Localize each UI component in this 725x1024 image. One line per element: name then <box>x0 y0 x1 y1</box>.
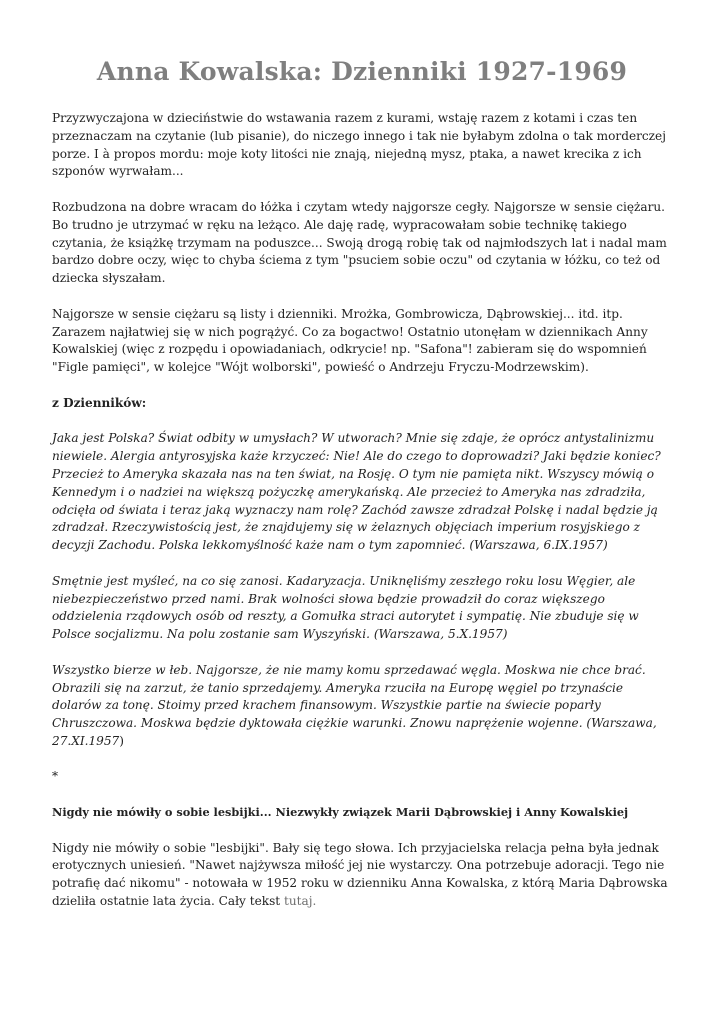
diary-quote-3-block <box>52 662 672 751</box>
intro-paragraph-1: Przyzwyczajona w dzieciństwie do wstawania razem z kurami, wstaję razem z kotami i czas ten przeznaczam na czytanie (lub pisanie), do niczego innego i tak nie byłabym zdolna o tak morderczej porze. I à propos mordu: moje koty litości nie znają, niejedną mysz, ptaka, a nawet krecika z ich szponów wyrwałam... <box>52 111 666 179</box>
diary-quote-1: Jaka jest Polska? Świat odbity w umysłach? W utworach? Mnie się zdaje, że oprócz antystalinizmu niewiele. Alergia antyrosyjska każe krzyczeć: Nie! Ale do czego to doprowadzi? Jaki będzie koniec? Przecież to Ameryka skazała nas na ten świat, na Rosję. O tym nie pamięta nikt. Wszyscy mówią o Kennedym i o nadziei na większą pożyczkę amerykańską. Ale przecież to Ameryka nas zdradziła, odcięła od świata i teraz jaką wyznaczy nam rolę? Zachód zawsze zdradzał Polskę i nadal będzie ją zdradzał. Rzeczywistością jest, że znajdujemy się w żelaznych objęciach imperium rosyjskiego z decyzji Zachodu. Polska lekkomyślność każe nam o tym zapomnieć. (Warszawa, 6.IX.1957) <box>52 431 661 553</box>
article-paragraph <box>52 840 672 911</box>
section-heading: z Dzienników: <box>52 395 147 410</box>
article-link[interactable]: tutaj. <box>283 894 317 909</box>
diary-quote-2: Smętnie jest myśleć, na co się zanosi. Kadaryzacja. Uniknęliśmy zeszłego roku losu Węgier, ale niebezpieczeństwo przed nami. Brak wolności słowa będzie prowadził do coraz większego oddzielenia rządowych osób od reszty, a Gomułka straci autorytet i sympatię. Nie zbuduje się w Polsce socjalizmu. Na polu zostanie sam Wyszyński. (Warszawa, 5.X.1957) <box>52 573 639 642</box>
diary-quote-3-close: ) <box>119 733 124 748</box>
diary-quote-3: Wszystko bierze w łeb. Najgorsze, że nie mamy komu sprzedawać węgla. Moskwa nie chce brać. Obrazili się na zarzut, że tanio sprzedajemy. Ameryka rzuciła na Europę węgiel po trzynaście dolarów za tonę. Stoimy przed krachem finansowym. Wszystkie partie na świecie poparły Chruszczowa. Moskwa będzie dyktowała ciężkie warunki. Znowu naprężenie wojenne. (Warszawa, 27.XI.1957 <box>52 662 657 748</box>
intro-paragraph-3: Najgorsze w sensie ciężaru są listy i dzienniki. Mrożka, Gombrowicza, Dąbrowskiej... itd. itp. Zarazem najłatwiej się w nich pogrążyć. Co za bogactwo! Ostatnio utonęłam w dziennikach Anny Kowalskiej (więc z rozpędu i opowiadaniach, odkrycie! np. "Safona"! zabieram się do wspomnień "Figle pamięci", w kolejce "Wójt wolborski", powieść o Andrzeju Fryczu-Modrzewskim). <box>52 306 648 375</box>
document-page <box>52 56 672 929</box>
intro-paragraph-2: Rozbudzona na dobre wracam do łóżka i czytam wtedy najgorsze cegły. Najgorsze w sensie ciężaru. Bo trudno je utrzymać w ręku na leżąco. Ale daję radę, wypracowałam sobie technikę takiego czytania, że książkę trzymam na poduszce... Swoją drogą robię tak od najmłodszych lat i nadal mam bardzo dobre oczy, więc to chyba ściema z tym "psuciem sobie oczu" od czytania w łóżku, co też od dziecka słyszałam. <box>52 199 667 286</box>
article-heading: Nigdy nie mówiły o sobie lesbijki... Niezwykły związek Marii Dąbrowskiej i Anny Kowalskiej <box>52 805 629 820</box>
page-title: Anna Kowalska: Dzienniki 1927-1969 <box>96 57 628 86</box>
article-text: Nigdy nie mówiły o sobie "lesbijki". Bały się tego słowa. Ich przyjacielska relacja pełna była jednak erotycznych uniesień. "Nawet najżywsza miłość jej nie wystarczy. Ona potrzebuje adoracji. Tego nie potrafię dać nikomu" - notowała w 1952 roku w dzienniku Anna Kowalska, z którą Maria Dąbrowska dzieliła ostatnie lata życia. Cały tekst <box>52 840 668 909</box>
separator: * <box>52 769 59 784</box>
